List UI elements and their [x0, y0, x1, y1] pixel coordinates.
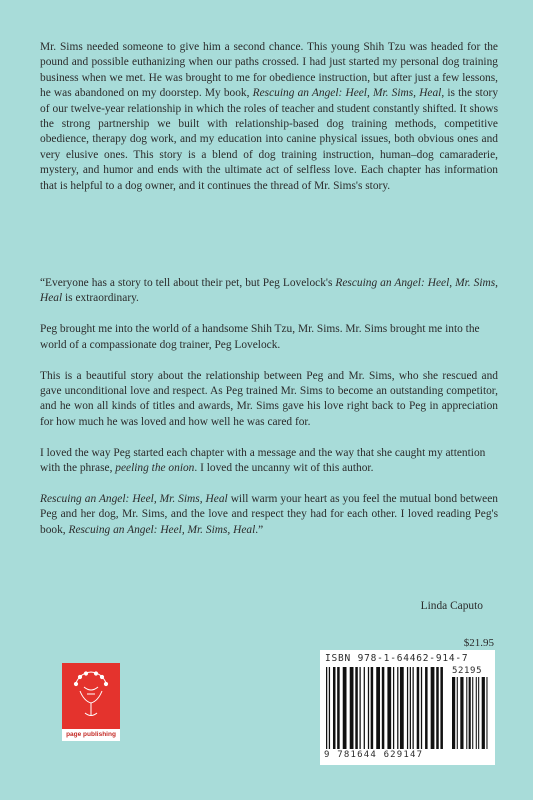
review-signature: Linda Caputo — [420, 600, 483, 612]
price-code: 52195 — [452, 666, 483, 676]
text-run: I loved the way Peg started each chapter with a message and the way that she caught my attention with the phrase, — [40, 446, 486, 475]
barcode-bar — [440, 667, 443, 749]
isbn-number: ISBN 978-1-64462-914-7 — [325, 653, 469, 664]
barcode-bar — [425, 667, 428, 749]
text-run: . I loved the uncanny wit of this author. — [194, 462, 374, 475]
text-run: is extraordinary. — [62, 292, 139, 305]
barcode-bar — [368, 667, 369, 749]
barcode-bar — [326, 667, 327, 749]
price-label: $21.95 — [463, 637, 494, 649]
barcode-main-bars — [326, 667, 446, 751]
barcode-bar — [466, 677, 467, 749]
barcode-bar — [355, 667, 358, 749]
description-paragraph — [40, 40, 498, 194]
review-paragraph-1 — [40, 276, 498, 307]
barcode-bar — [457, 677, 458, 749]
barcode-bar — [333, 667, 336, 749]
text-run: “Everyone has a story to tell about their pet, but Peg Lovelock's — [40, 277, 336, 289]
text-run: , is the story of our twelve-year relationship in which the roles of teacher and student constantly shifted. It shows the strong partnership we built with relationship-based dog training methods, competitive obedience, therapy dog work, and my education into canine physical issues, both obvious ones and very elusive ones. This story is a blend of dog training instruction, human–dog camaraderie, mystery, and humor and ends with the ultimate act of selfless love. Each chapter has information that is helpful to a dog owner, and it continues the thread of Mr. Sims's story. — [40, 87, 499, 192]
barcode-bar — [376, 667, 380, 749]
barcode-bar — [407, 667, 408, 749]
barcode-bar — [417, 667, 420, 749]
barcode-bar — [371, 667, 374, 749]
italic-text-run: Rescuing an Angel: Heel, Mr. Sims, Heal — [40, 277, 499, 305]
italic-text-run: peeling the onion — [115, 462, 195, 475]
barcode-bar — [393, 667, 394, 749]
barcode-bar — [472, 677, 473, 749]
review-quote — [40, 276, 498, 538]
italic-text-run: Rescuing an Angel: Heel, Mr. Sims, Heal — [252, 87, 442, 100]
barcode-bar — [478, 677, 479, 749]
barcode-bar — [382, 667, 385, 749]
barcode-bar — [410, 667, 411, 749]
text-run: This is a beautiful story about the relationship between Peg and Mr. Sims, who she rescued and gave unconditional love and respect. As Peg trained Mr. Sims to become an outstanding competitor, and he won all kinds of titles and awards, Mr. Sims gave his love right back to Peg in appreciation for how much he was loved and how well he was cared for. — [40, 369, 498, 428]
barcode-bar — [364, 667, 365, 749]
publisher-name: page publishing — [62, 729, 120, 741]
barcode-bar — [387, 667, 391, 749]
barcode-bar — [452, 677, 455, 749]
book-description — [40, 40, 498, 194]
barcode-bar — [486, 677, 487, 749]
review-paragraph-4 — [40, 446, 498, 477]
barcode-bar — [329, 667, 330, 749]
barcode-bar — [431, 667, 435, 749]
barcode-digits: 9 781644 629147 — [324, 750, 424, 760]
publisher-logo — [62, 663, 120, 741]
barcode-bar — [343, 667, 347, 749]
text-run: Mr. Sims needed someone to give him a second chance. This young Shih Tzu was headed for the pound and possible euthanizing when our paths crossed. I had just started my personal dog training business when we met. He was brought to me for obedience instruction, but after just a few lessons, he was abandoned on my doorstep. My book, — [40, 41, 498, 100]
italic-text-run: Rescuing an Angel: Heel, Mr. Sims, Heal — [40, 493, 228, 506]
barcode-bar — [436, 667, 439, 749]
review-paragraph-3 — [40, 369, 498, 431]
barcode-bar — [413, 667, 414, 749]
barcode-bar — [469, 677, 471, 749]
barcode-addon-bars — [452, 677, 490, 751]
barcode-bar — [359, 667, 360, 749]
italic-text-run: Rescuing an Angel: Heel, Mr. Sims, Heal — [68, 523, 256, 536]
barcode-bar — [397, 667, 398, 749]
review-paragraph-5 — [40, 492, 498, 538]
barcode-bar — [482, 677, 485, 749]
text-run: will warm your heart as you feel the mutual bond between Peg and her dog, Mr. Sims, and the love and respect they had for each other. I loved reading Peg's book, — [40, 493, 498, 536]
isbn-barcode — [320, 650, 495, 765]
barcode-bar — [421, 667, 422, 749]
barcode-bar — [400, 667, 404, 749]
barcode-bar — [476, 677, 477, 749]
text-run: .” — [255, 523, 264, 536]
text-run: Peg brought me into the world of a handsome Shih Tzu, Mr. Sims. Mr. Sims brought me into the world of a compassionate dog trainer, Peg Lovelock. — [40, 323, 480, 351]
barcode-bar — [350, 667, 354, 749]
laurel-wreath-icon — [62, 663, 120, 729]
barcode-bar — [337, 667, 340, 749]
barcode-bar — [460, 677, 463, 749]
review-paragraph-2 — [40, 322, 498, 353]
